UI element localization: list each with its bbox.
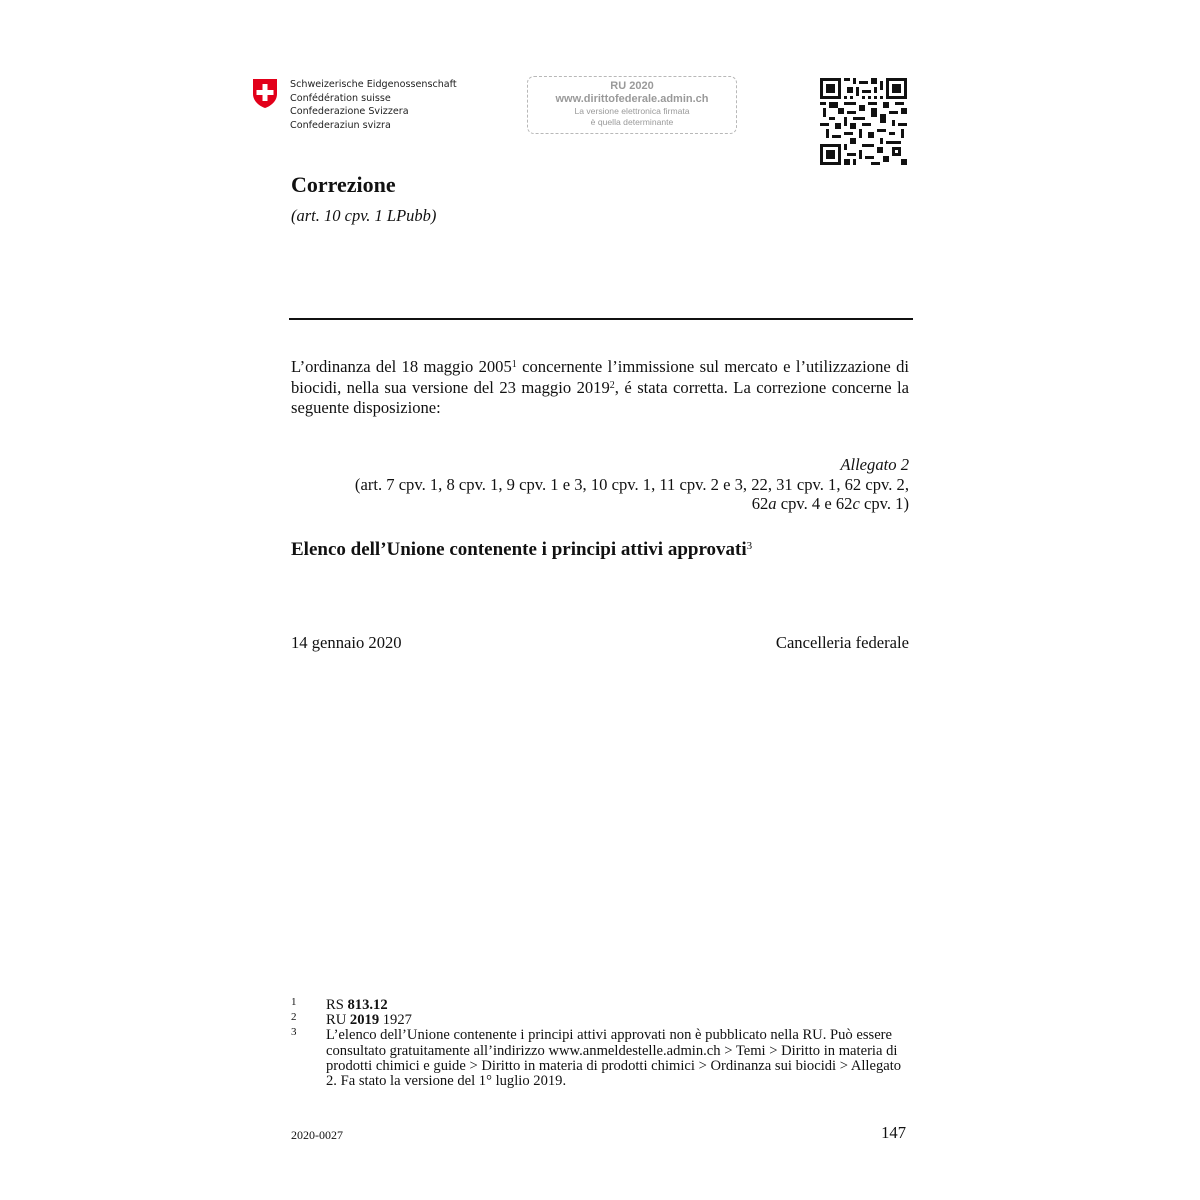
footnote-number: 2 bbox=[291, 1011, 297, 1024]
divider bbox=[289, 318, 913, 320]
qr-code-icon bbox=[819, 78, 908, 165]
confederation-line-de: Schweizerische Eidgenossenschaft bbox=[290, 79, 457, 90]
stamp-note-2: è quella determinante bbox=[590, 117, 674, 127]
annex-articles-line-2 bbox=[291, 494, 909, 514]
swiss-cross-icon bbox=[252, 78, 278, 109]
stamp-website[interactable]: www.dirittofederale.admin.ch bbox=[555, 93, 709, 105]
stamp-collection: RU 2020 bbox=[610, 80, 654, 92]
annex-text-italic: a bbox=[768, 494, 777, 513]
confederation-line-it: Confederazione Svizzera bbox=[290, 106, 409, 117]
footnote-1 bbox=[291, 998, 911, 1013]
legal-basis: (art. 10 cpv. 1 LPubb) bbox=[291, 206, 437, 225]
footnote-text: RS bbox=[326, 997, 348, 1013]
annex-text-italic: c bbox=[852, 494, 860, 513]
body-text-part: L’ordinanza del 18 maggio 2005 bbox=[291, 357, 512, 376]
document-number: 2020-0027 bbox=[291, 1128, 343, 1142]
annex-text-part: cpv. 4 e 62 bbox=[776, 494, 853, 513]
footnote-text: L’elenco dell’Unione contenente i principi attivi approvati non è pubblicato nella RU. Può essere consultato gratuitamente all’indirizzo www.anmeldestelle.admin.ch > Temi > Diritto in materia di prodotti chimici e guide > Diritto in materia di prodotti chimici > Ordinanza sui biocidi > Allegato 2. Fa stato la versione del 1° luglio 2019. bbox=[326, 1027, 902, 1090]
confederation-line-rm: Confederaziun svizra bbox=[290, 119, 391, 131]
body-text-part: , é stata corretta. La correzione concerne la seguente disposizione: bbox=[291, 377, 910, 417]
body-text-part: concernente l’immissione sul mercato e l’utilizzazione di biocidi, nella sua versione del 23 maggio 2019 bbox=[291, 357, 909, 397]
stamp-note-1: La versione elettronica firmata bbox=[574, 106, 690, 116]
page-number: 147 bbox=[881, 1123, 906, 1142]
annex-title: Allegato 2 bbox=[840, 455, 909, 474]
signing-authority: Cancelleria federale bbox=[775, 633, 909, 652]
footnote-text: RU bbox=[326, 1012, 350, 1029]
document-title: Correzione bbox=[291, 172, 396, 197]
footnote-3 bbox=[291, 1028, 911, 1089]
body-paragraph bbox=[291, 357, 909, 419]
annex-text-part: 62 bbox=[751, 494, 769, 513]
footnote-bold: 2019 bbox=[349, 1012, 380, 1029]
footnotes bbox=[291, 998, 911, 1089]
annex-articles-line-1: (art. 7 cpv. 1, 8 cpv. 1, 9 cpv. 1 e 3, 10 cpv. 1, 11 cpv. 2 e 3, 22, 31 cpv. 1, 62 cpv. 2, bbox=[354, 474, 909, 494]
annex-text-part: cpv. 1) bbox=[859, 494, 909, 513]
footnote-2 bbox=[291, 1013, 911, 1028]
footnote-number: 1 bbox=[291, 996, 297, 1008]
annex-reference bbox=[291, 455, 909, 514]
footnote-ref-1[interactable]: 1 bbox=[511, 359, 517, 370]
document-date: 14 gennaio 2020 bbox=[291, 633, 402, 652]
footnote-text: 1927 bbox=[379, 1012, 412, 1029]
footnote-number: 3 bbox=[291, 1026, 297, 1039]
section-heading bbox=[291, 538, 752, 562]
section-heading-text: Elenco dell’Unione contenente i principi attivi approvati bbox=[291, 539, 747, 560]
confederation-names bbox=[290, 78, 457, 132]
footnote-ref-2[interactable]: 2 bbox=[609, 379, 615, 391]
publication-stamp bbox=[527, 76, 737, 134]
footnote-bold: 813.12 bbox=[347, 997, 388, 1013]
confederation-line-fr: Confédération suisse bbox=[290, 92, 391, 104]
footnote-ref-3[interactable]: 3 bbox=[746, 540, 753, 552]
